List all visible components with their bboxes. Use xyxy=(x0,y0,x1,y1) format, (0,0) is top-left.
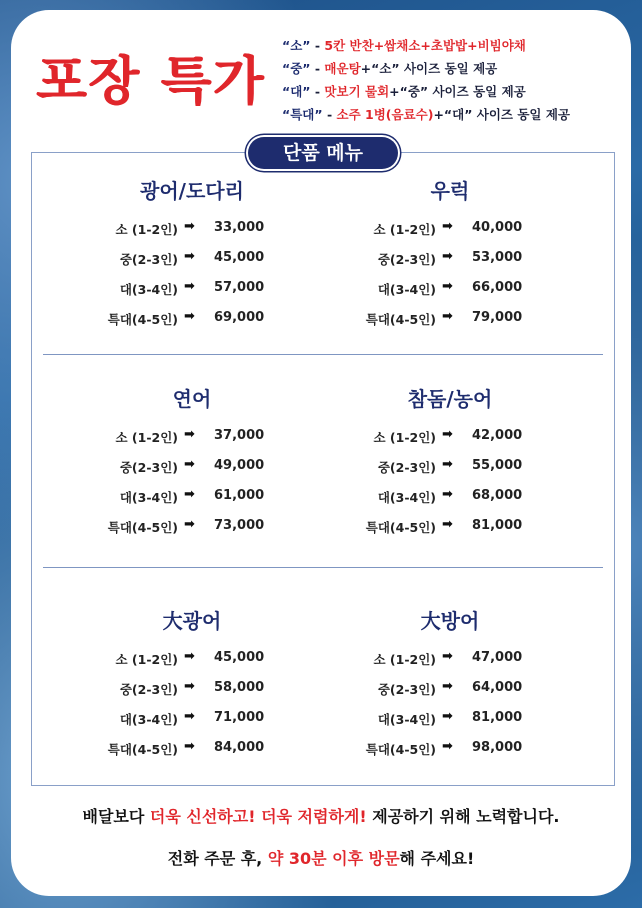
arrow-right-icon: ➡ xyxy=(442,739,453,754)
arrow-right-icon: ➡ xyxy=(442,427,453,442)
size-label: 중(2-3인) xyxy=(119,682,178,697)
promo-size-key: “특대” xyxy=(282,107,323,122)
arrow-right-icon: ➡ xyxy=(442,487,453,502)
size-label: 대(3-4인) xyxy=(119,490,178,505)
arrow-right-icon: ➡ xyxy=(184,457,195,472)
arrow-right-icon: ➡ xyxy=(184,249,195,264)
size-label: 중(2-3인) xyxy=(377,682,436,697)
arrow-right-icon: ➡ xyxy=(442,219,453,234)
price-row xyxy=(330,422,570,452)
arrow-right-icon: ➡ xyxy=(184,219,195,234)
page-title: 포장 특가 xyxy=(36,52,266,112)
size-label: 대(3-4인) xyxy=(119,712,178,727)
menu-section-rockfish xyxy=(330,176,570,334)
size-label: 중(2-3인) xyxy=(119,252,178,267)
size-label: 소 (1-2인) xyxy=(373,222,436,237)
price-value: 47,000 xyxy=(472,650,523,665)
price-row xyxy=(72,512,312,542)
promo-size-key: “대” xyxy=(282,84,311,99)
promo-line-extra-large xyxy=(282,103,622,126)
size-label: 대(3-4인) xyxy=(377,282,436,297)
price-row xyxy=(330,244,570,274)
arrow-right-icon: ➡ xyxy=(442,457,453,472)
menu-section-big-flatfish xyxy=(72,606,312,764)
arrow-right-icon: ➡ xyxy=(184,487,195,502)
price-value: 42,000 xyxy=(472,428,523,443)
arrow-right-icon: ➡ xyxy=(184,517,195,532)
price-row xyxy=(330,512,570,542)
price-value: 73,000 xyxy=(214,518,265,533)
price-value: 58,000 xyxy=(214,680,265,695)
arrow-right-icon: ➡ xyxy=(184,279,195,294)
price-row xyxy=(72,452,312,482)
size-label: 특대(4-5인) xyxy=(107,742,178,757)
size-label: 소 (1-2인) xyxy=(115,652,178,667)
single-menu-badge: 단품 메뉴 xyxy=(248,137,398,169)
price-row xyxy=(72,274,312,304)
size-label: 중(2-3인) xyxy=(377,252,436,267)
arrow-right-icon: ➡ xyxy=(184,427,195,442)
price-value: 57,000 xyxy=(214,280,265,295)
menu-section-flatfish xyxy=(72,176,312,334)
arrow-right-icon: ➡ xyxy=(442,517,453,532)
footer-highlight: 더욱 신선하고! 더욱 저렴하게! xyxy=(149,807,367,826)
price-row xyxy=(72,214,312,244)
price-value: 69,000 xyxy=(214,310,265,325)
size-label: 특대(4-5인) xyxy=(107,520,178,535)
promo-extra: +“중” 사이즈 동일 제공 xyxy=(389,84,526,99)
promo-separator: - xyxy=(310,61,325,76)
price-value: 81,000 xyxy=(472,518,523,533)
footer-text: 배달보다 xyxy=(82,807,150,826)
promo-extra: +“소” 사이즈 동일 제공 xyxy=(360,61,498,76)
arrow-right-icon: ➡ xyxy=(442,649,453,664)
promo-detail: 매운탕 xyxy=(324,61,361,76)
promo-line-small xyxy=(282,34,622,57)
price-value: 68,000 xyxy=(472,488,523,503)
footer-pickup-note xyxy=(0,846,642,869)
size-label: 소 (1-2인) xyxy=(115,222,178,237)
menu-section-big-yellowtail xyxy=(330,606,570,764)
price-value: 98,000 xyxy=(472,740,523,755)
section-divider xyxy=(43,567,603,568)
arrow-right-icon: ➡ xyxy=(184,679,195,694)
section-title: 우럭 xyxy=(430,179,470,203)
price-value: 66,000 xyxy=(472,280,523,295)
arrow-right-icon: ➡ xyxy=(442,709,453,724)
section-title: 연어 xyxy=(172,387,212,411)
price-value: 64,000 xyxy=(472,680,523,695)
price-value: 45,000 xyxy=(214,650,265,665)
size-label: 중(2-3인) xyxy=(119,460,178,475)
price-row xyxy=(330,734,570,764)
arrow-right-icon: ➡ xyxy=(442,309,453,324)
price-value: 81,000 xyxy=(472,710,523,725)
price-row xyxy=(72,482,312,512)
price-row xyxy=(72,304,312,334)
price-value: 71,000 xyxy=(214,710,265,725)
footer-text: 전화 주문 후, xyxy=(167,849,268,868)
price-row xyxy=(330,304,570,334)
price-row xyxy=(330,452,570,482)
menu-section-salmon xyxy=(72,384,312,542)
promo-line-medium xyxy=(282,57,622,80)
footer-text: 해 주세요! xyxy=(399,849,475,868)
promo-separator: - xyxy=(310,38,325,53)
arrow-right-icon: ➡ xyxy=(184,739,195,754)
arrow-right-icon: ➡ xyxy=(442,279,453,294)
arrow-right-icon: ➡ xyxy=(442,249,453,264)
size-label: 특대(4-5인) xyxy=(365,520,436,535)
price-row xyxy=(72,244,312,274)
arrow-right-icon: ➡ xyxy=(184,649,195,664)
promo-line-large xyxy=(282,80,622,103)
arrow-right-icon: ➡ xyxy=(184,309,195,324)
promo-size-key: “중” xyxy=(282,61,311,76)
promo-separator: - xyxy=(310,84,325,99)
promo-detail: 맛보기 물회 xyxy=(324,84,390,99)
price-value: 40,000 xyxy=(472,220,523,235)
price-value: 33,000 xyxy=(214,220,265,235)
price-row xyxy=(330,274,570,304)
price-value: 61,000 xyxy=(214,488,265,503)
menu-section-seabream xyxy=(330,384,570,542)
section-title: 大광어 xyxy=(162,609,222,633)
size-label: 대(3-4인) xyxy=(377,712,436,727)
footer-text: 제공하기 위해 노력합니다. xyxy=(366,807,560,826)
price-row xyxy=(72,734,312,764)
price-value: 53,000 xyxy=(472,250,523,265)
price-value: 49,000 xyxy=(214,458,265,473)
promo-extra: +“대” 사이즈 동일 제공 xyxy=(433,107,570,122)
size-label: 특대(4-5인) xyxy=(365,742,436,757)
price-row xyxy=(330,482,570,512)
price-row xyxy=(72,644,312,674)
price-value: 45,000 xyxy=(214,250,265,265)
price-row xyxy=(72,422,312,452)
size-label: 특대(4-5인) xyxy=(107,312,178,327)
price-value: 79,000 xyxy=(472,310,523,325)
price-row xyxy=(330,704,570,734)
size-label: 중(2-3인) xyxy=(377,460,436,475)
price-row xyxy=(72,674,312,704)
size-label: 소 (1-2인) xyxy=(115,430,178,445)
promo-size-key: “소” xyxy=(282,38,311,53)
section-title: 大방어 xyxy=(420,609,480,633)
footer-highlight: 약 30분 이후 방문 xyxy=(267,849,400,868)
promo-detail: 5칸 반찬+쌈채소+초밥밥+비빔야채 xyxy=(324,38,526,53)
price-row xyxy=(72,704,312,734)
arrow-right-icon: ➡ xyxy=(184,709,195,724)
arrow-right-icon: ➡ xyxy=(442,679,453,694)
section-title: 참돔/농어 xyxy=(407,387,493,411)
promo-separator: - xyxy=(322,107,337,122)
price-row xyxy=(330,674,570,704)
promo-list xyxy=(282,34,622,126)
size-label: 대(3-4인) xyxy=(377,490,436,505)
price-value: 37,000 xyxy=(214,428,265,443)
size-label: 소 (1-2인) xyxy=(373,652,436,667)
price-value: 55,000 xyxy=(472,458,523,473)
section-divider xyxy=(43,354,603,355)
promo-detail: 소주 1병(음료수) xyxy=(336,107,434,122)
size-label: 소 (1-2인) xyxy=(373,430,436,445)
footer-promise xyxy=(0,804,642,827)
price-value: 84,000 xyxy=(214,740,265,755)
price-row xyxy=(330,644,570,674)
price-row xyxy=(330,214,570,244)
size-label: 대(3-4인) xyxy=(119,282,178,297)
size-label: 특대(4-5인) xyxy=(365,312,436,327)
section-title: 광어/도다리 xyxy=(140,179,244,203)
